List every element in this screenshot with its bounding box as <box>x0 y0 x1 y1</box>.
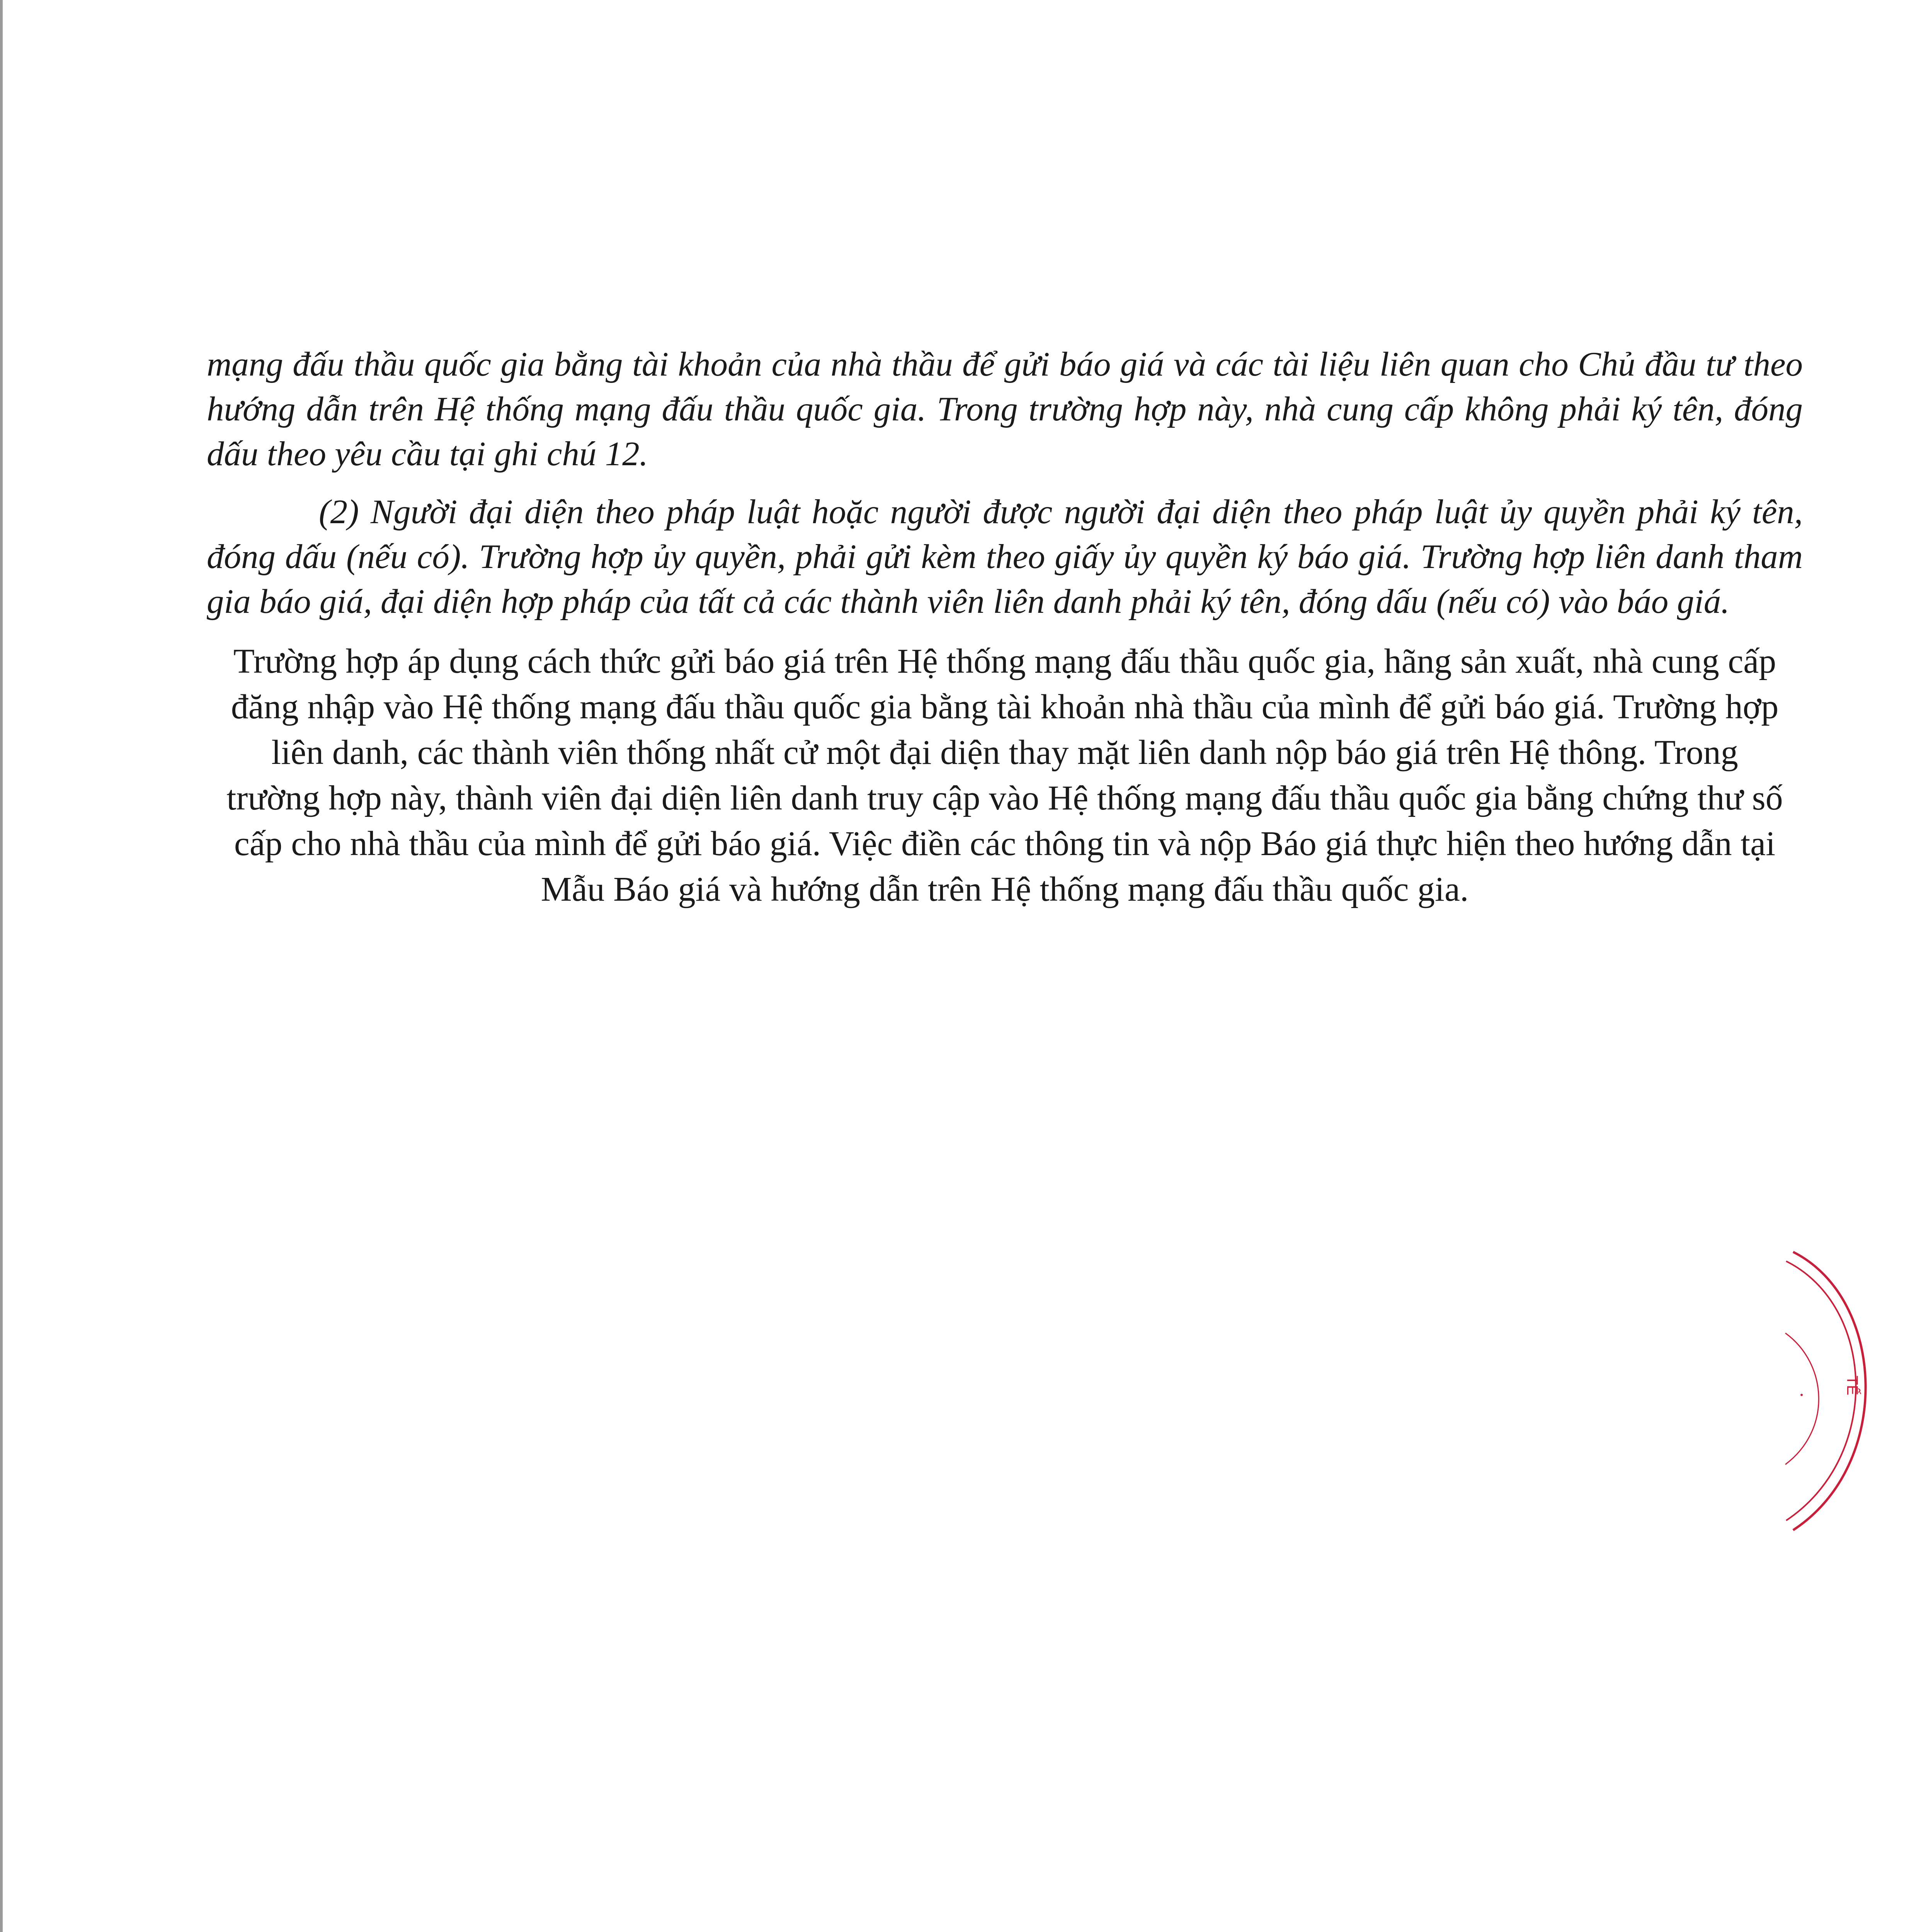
instructions-paragraph: Trường hợp áp dụng cách thức gửi báo giá trên Hệ thống mạng đấu thầu quốc gia, hãng sản xuất, nhà cung cấp đăng nhập vào Hệ thống mạng đấu thầu quốc gia bằng tài khoản nhà thầu của mình để gửi báo giá. Trường hợp liên danh, các thành viên thống nhất cử một đại diện thay mặt liên danh nộp báo giá trên Hệ thông. Trong trường hợp này, thành viên đại diện liên danh truy cập vào Hệ thống mạng đấu thầu quốc gia bằng chứng thư số cấp cho nhà thầu của mình để gửi báo giá. Việc điền các thông tin và nộp Báo giá thực hiện theo hướng dẫn tại Mẫu Báo giá và hướng dẫn trên Hệ thống mạng đấu thầu quốc gia. <box>226 642 1783 908</box>
page-edge <box>0 0 3 1932</box>
note-continuation-paragraph: mạng đấu thầu quốc gia bằng tài khoản của nhà thầu để gửi báo giá và các tài liệu liên quan cho Chủ đầu tư theo hướng dẫn trên Hệ thống mạng đấu thầu quốc gia. Trong trường hợp này, nhà cung cấp không phải ký tên, đóng dấu theo yêu cầu tại ghi chú 12. <box>207 345 1803 473</box>
document-body <box>207 342 1803 912</box>
note-2-paragraph: (2) Người đại diện theo pháp luật hoặc người được người đại diện theo pháp luật ủy quyền phải ký tên, đóng dấu (nếu có). Trường hợp ủy quyền, phải gửi kèm theo giấy ủy quyền ký báo giá. Trường hợp liên danh tham gia báo giá, đại diện hợp pháp của tất cả các thành viên liên danh phải ký tên, đóng dấu (nếu có) vào báo giá. <box>207 493 1803 621</box>
partial-red-seal <box>1770 1248 1886 1542</box>
seal-text: TẾ <box>1844 1376 1861 1396</box>
